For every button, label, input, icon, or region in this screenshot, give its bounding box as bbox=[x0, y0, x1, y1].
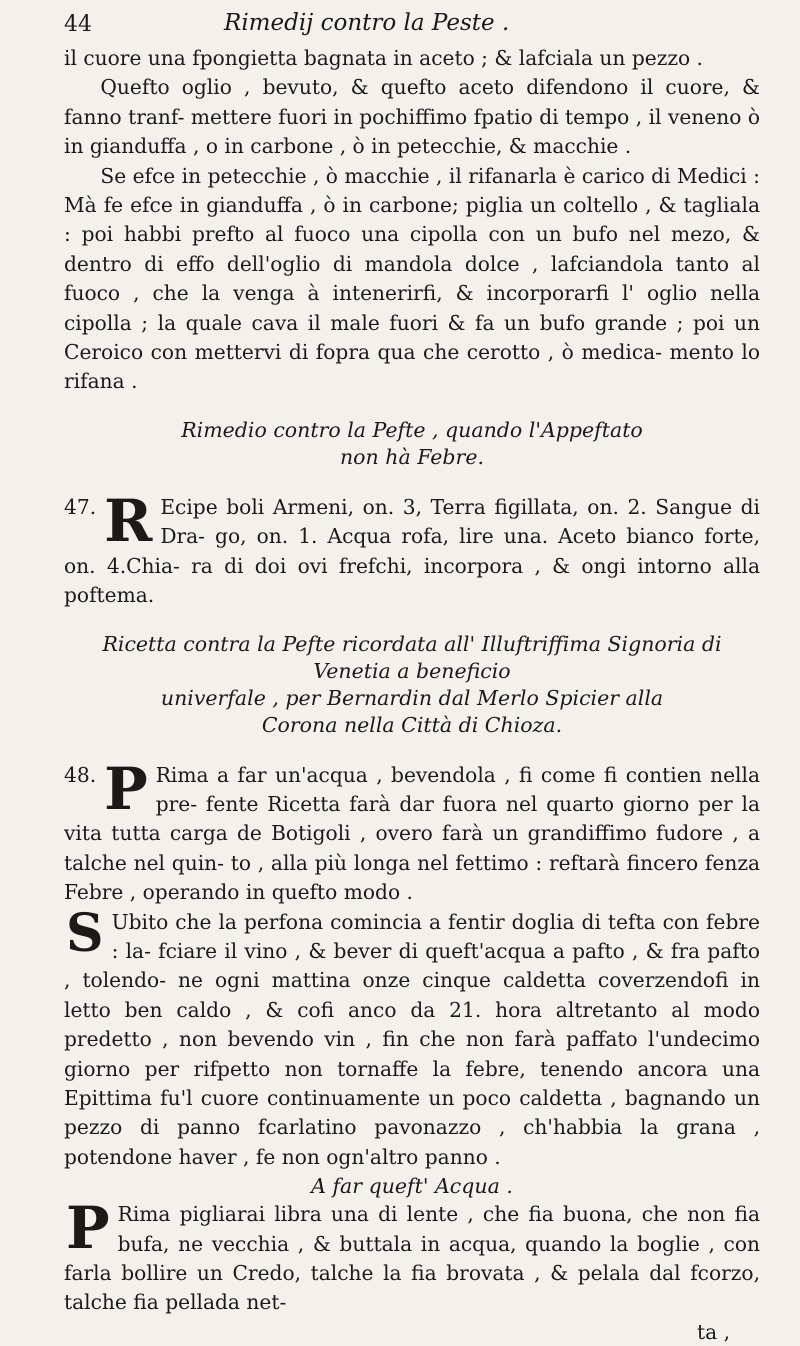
entry-number: 47. bbox=[64, 494, 97, 519]
paragraph-petecchie: Se efce in petecchie , ò macchie , il rifanarla è carico di Medici : Mà fe efce in gianduffa , ò in carbone; piglia un coltello , & tagliala : poi habbi prefto al fuoco una cipolla con un bufo nel mezo, & dentro di effo dell'oglio di mandola dolce , lafciandola tanto al fuoco , che la venga à intenerirfi, & incorporarfi l' oglio nella cipolla ; la quale cava il male fuori & fa un bufo grande ; poi un Ceroico con mettervi di fopra qua che cerotto , ò medica- mento lo rifana . bbox=[64, 163, 760, 394]
entry-number: 48. bbox=[64, 762, 97, 787]
entry-text: Rima pigliarai libra una di lente , che fia buona, che non fia bufa, ne vecchia , & buttala in acqua, quando la boglie , con farla bollire un Credo, talche la fia brovata , & pelala dal fcorzo, talche fia pellada net- bbox=[64, 1202, 760, 1315]
page-header bbox=[64, 8, 760, 44]
section-heading-line: Corona nella Città di Chioza. bbox=[261, 712, 563, 737]
entry-text: Ecipe boli Armeni, on. 3, Terra figillata, on. 2. Sangue di Dra- go, on. 1. Acqua rofa, lire una. Aceto bianco forte, on. 4.Chia- ra di doi ovi frefchi, incorpora , & ongi intorno alla poftema. bbox=[64, 494, 760, 608]
page-number: 44 bbox=[64, 12, 92, 37]
running-title: Rimedij contro la Peste . bbox=[224, 10, 510, 36]
instructions-subito bbox=[64, 902, 760, 1173]
entry-text: Ubito che la perfona comincia a fentir doglia di tefta con febre : la- fciare il vino , & bever di queft'acqua a pafto , & fra pafto , tolendo- ne ogni mattina onze cinque caldetta coverzendofi in letto ben caldo , & cofi anco da 21. hora altretanto al modo predetto , non bevendo vin , fin che non farà paffato l'undecimo giorno per rifpetto non tornaffe la febre, tenendo ancora una Epittima fu'l cuore continuamente un poco caldetta , bagnando un pezzo di panno fcarlatino pavonazzo , ch'habbia la grana , potendone haver , fe non ogn'altro panno . bbox=[64, 909, 760, 1169]
subsection-heading: A far queft' Acqua . bbox=[311, 1174, 513, 1199]
paragraph-continuation: il cuore una fpongietta bagnata in aceto ; & lafciala un pezzo . bbox=[64, 46, 703, 70]
drop-cap: S bbox=[66, 902, 104, 964]
catchword: ta , bbox=[697, 1319, 730, 1344]
drop-cap: R bbox=[104, 486, 153, 555]
section-heading-rimedio bbox=[64, 397, 760, 493]
paragraph-oglio: Quefto oglio , bevuto, & quefto aceto difendono il cuore, & fanno tranf- mettere fuori in pochiffimo fpatio di tempo , il veneno ò in gianduffa , o in carbone , ò in petecchie, & macchie . bbox=[64, 75, 760, 159]
section-heading-line: Rimedio contro la Pefte , quando l'Appeftato bbox=[181, 417, 643, 442]
section-heading-ricetta bbox=[64, 611, 760, 761]
recipe-entry-47 bbox=[64, 486, 760, 611]
instructions-prima bbox=[64, 1194, 760, 1318]
section-heading-line: Ricetta contra la Pefte ricordata all' Illuftriffima Signoria di Venetia a beneficio bbox=[102, 631, 722, 683]
section-heading-line: univerfale , per Bernardin dal Merlo Spicier alla bbox=[160, 685, 664, 710]
entry-text: Rima a far un'acqua , bevendola , fi come fi contien nella pre- fente Ricetta farà dar fuora nel quarto giorno per la vita tutta carga de Botigoli , overo farà un grandiffimo fudore , a talche nel quin- to , alla più longa nel fettimo : reftarà fincero fenza Febre , operando in quefto modo . bbox=[64, 762, 760, 905]
drop-cap: P bbox=[66, 1194, 110, 1263]
drop-cap: P bbox=[104, 754, 148, 823]
section-heading-line: non hà Febre. bbox=[339, 444, 484, 469]
recipe-entry-48 bbox=[64, 754, 760, 908]
